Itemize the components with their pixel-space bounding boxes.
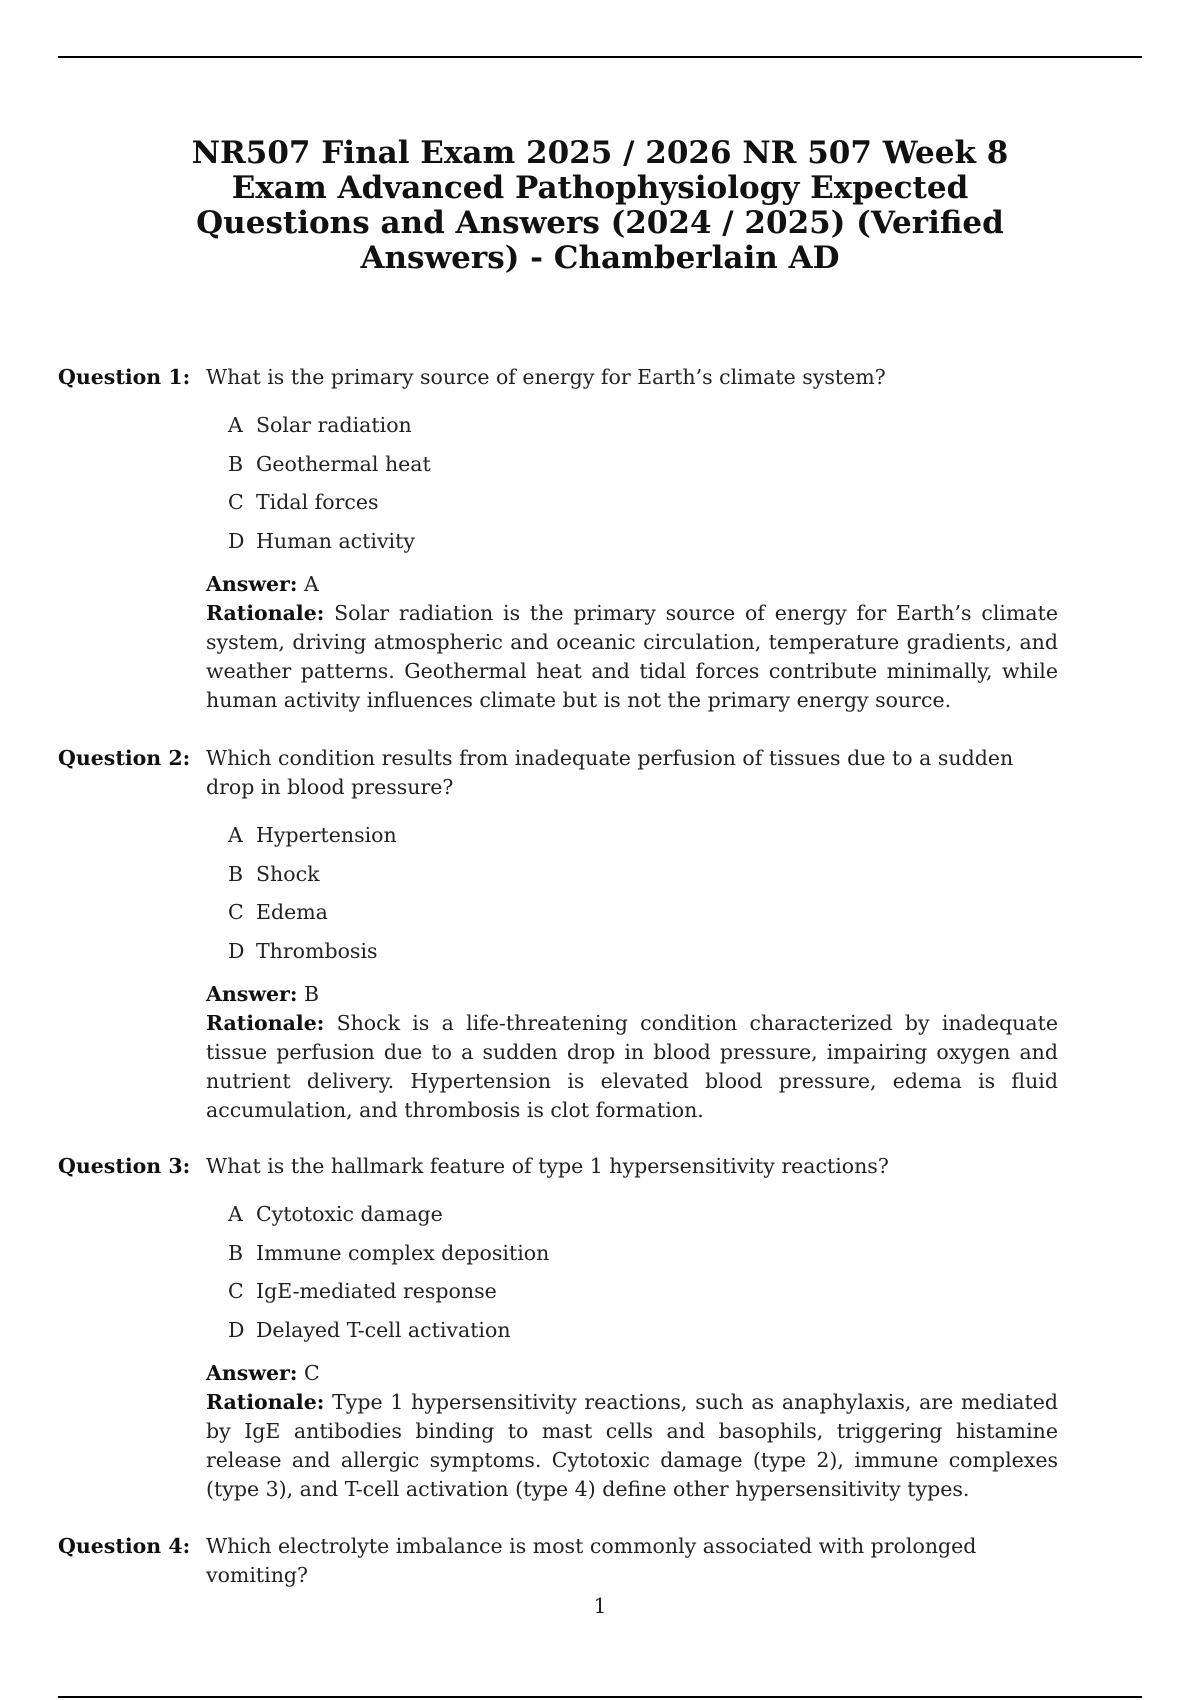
option-c bbox=[228, 1272, 1058, 1311]
page-number: 1 bbox=[593, 1594, 607, 1618]
option-d bbox=[228, 1311, 1058, 1350]
rationale-paragraph bbox=[206, 1009, 1058, 1125]
question-text: Which condition results from inadequate perfusion of tissues due to a sudden drop in blood pressure? bbox=[206, 746, 1014, 799]
answer-value: C bbox=[303, 1361, 320, 1385]
answer-block bbox=[206, 980, 1058, 1125]
rationale-label: Rationale: bbox=[206, 1011, 325, 1035]
option-letter: B bbox=[228, 451, 244, 476]
option-text: IgE-mediated response bbox=[256, 1279, 497, 1303]
option-letter: D bbox=[228, 1317, 245, 1342]
answer-block bbox=[206, 1359, 1058, 1504]
answer-block bbox=[206, 570, 1058, 715]
question-header bbox=[58, 1532, 1058, 1590]
answer-label: Answer: bbox=[206, 572, 298, 596]
rationale-paragraph bbox=[206, 1388, 1058, 1504]
question-3 bbox=[58, 1152, 1058, 1504]
option-list bbox=[58, 1195, 1058, 1349]
option-letter: B bbox=[228, 861, 244, 886]
question-label: Question 1: bbox=[58, 365, 191, 389]
option-b bbox=[228, 445, 1058, 484]
question-1 bbox=[58, 363, 1058, 715]
answer-value: B bbox=[303, 982, 320, 1006]
option-list bbox=[58, 816, 1058, 970]
option-text: Immune complex deposition bbox=[256, 1240, 550, 1265]
answer-line bbox=[206, 980, 1058, 1009]
answer-line bbox=[206, 570, 1058, 599]
option-list bbox=[58, 406, 1058, 560]
document-title: NR507 Final Exam 2025 / 2026 NR 507 Week 8 Exam Advanced Pathophysiology Expected Questions and Answers (2024 / 2025) (Verified Answers) - Chamberlain AD bbox=[191, 135, 1009, 276]
rationale-paragraph bbox=[206, 599, 1058, 715]
option-letter: A bbox=[228, 1202, 243, 1226]
option-text: Tidal forces bbox=[256, 490, 379, 514]
question-label: Question 2: bbox=[58, 746, 191, 770]
option-letter: C bbox=[228, 900, 244, 924]
rationale-text: Solar radiation is the primary source of energy for Earth’s climate system, driving atmospheric and oceanic circulation, temperature gradients, and weather patterns. Geothermal heat and tidal forces contribute minimally, while human activity influences climate but is not the primary energy source. bbox=[206, 601, 1058, 712]
question-4 bbox=[58, 1532, 1058, 1590]
option-a bbox=[228, 816, 1058, 855]
option-c bbox=[228, 893, 1058, 932]
option-text: Cytotoxic damage bbox=[256, 1202, 443, 1226]
rationale-label: Rationale: bbox=[206, 1390, 325, 1414]
question-label: Question 4: bbox=[58, 1534, 191, 1558]
question-text: Which electrolyte imbalance is most commonly associated with prolonged vomiting? bbox=[206, 1534, 977, 1587]
question-text: What is the hallmark feature of type 1 hypersensitivity reactions? bbox=[206, 1154, 889, 1178]
option-letter: D bbox=[228, 938, 245, 963]
question-text: What is the primary source of energy for Earth’s climate system? bbox=[206, 365, 886, 389]
answer-value: A bbox=[303, 572, 319, 596]
option-a bbox=[228, 406, 1058, 445]
option-letter: B bbox=[228, 1240, 244, 1265]
option-letter: D bbox=[228, 528, 245, 553]
question-header bbox=[58, 1152, 1058, 1181]
question-header bbox=[58, 363, 1058, 392]
answer-label: Answer: bbox=[206, 1361, 298, 1385]
answer-label: Answer: bbox=[206, 982, 298, 1006]
option-d bbox=[228, 932, 1058, 971]
top-rule bbox=[58, 56, 1142, 58]
option-letter: A bbox=[228, 823, 243, 847]
rationale-text: Shock is a life-threatening condition characterized by inadequate tissue perfusion due to a sudden drop in blood pressure, impairing oxygen and nutrient delivery. Hypertension is elevated blood pressure, edema is fluid accumulation, and thrombosis is clot formation. bbox=[206, 1011, 1058, 1122]
option-c bbox=[228, 483, 1058, 522]
option-text: Solar radiation bbox=[256, 413, 412, 437]
option-text: Edema bbox=[256, 900, 328, 924]
answer-line bbox=[206, 1359, 1058, 1388]
option-letter: C bbox=[228, 1279, 244, 1303]
option-d bbox=[228, 522, 1058, 561]
bottom-rule bbox=[58, 1696, 1142, 1698]
question-label: Question 3: bbox=[58, 1154, 191, 1178]
option-a bbox=[228, 1195, 1058, 1234]
option-text: Delayed T-cell activation bbox=[256, 1317, 511, 1342]
question-header bbox=[58, 744, 1058, 802]
option-text: Thrombosis bbox=[256, 938, 378, 963]
option-text: Geothermal heat bbox=[256, 451, 431, 476]
rationale-label: Rationale: bbox=[206, 601, 325, 625]
option-letter: C bbox=[228, 490, 244, 514]
question-2 bbox=[58, 744, 1058, 1125]
option-text: Shock bbox=[256, 861, 320, 886]
option-text: Hypertension bbox=[256, 823, 397, 847]
rationale-text: Type 1 hypersensitivity reactions, such as anaphylaxis, are mediated by IgE antibodies binding to mast cells and basophils, triggering histamine release and allergic symptoms. Cytotoxic damage (type 2), immune complexes (type 3), and T-cell activation (type 4) define other hypersensitivity types. bbox=[206, 1390, 1058, 1501]
option-letter: A bbox=[228, 413, 243, 437]
option-b bbox=[228, 1234, 1058, 1273]
option-b bbox=[228, 855, 1058, 894]
option-text: Human activity bbox=[256, 528, 415, 553]
